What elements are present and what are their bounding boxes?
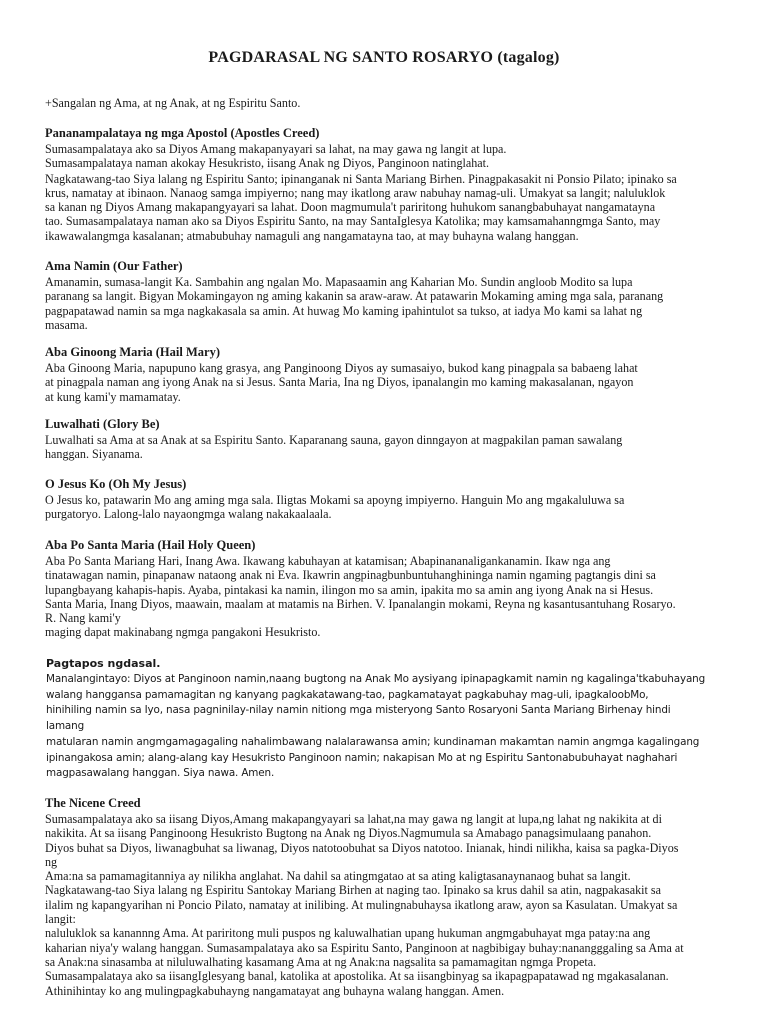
paragraph-line: naluluklok sa kanannng Ama. At pariritong muli puspos ng kaluwalhatian upang hukuman angmgabuhayat mga patay:na ang	[45, 926, 651, 941]
paragraph-line: Nagkatawang-tao Siya lalang ng Espiritu Santokay Mariang Birhen at naging tao. Ipinako sa krus dahil sa atin, nagpakasakit sa	[45, 883, 661, 898]
paragraph-line: Sumasampalataya ako sa iisangIglesyang banal, katolika at apostolika. At sa iisangbinyag sa ikapagpapatawad ng mgakasalanan.	[45, 969, 669, 984]
paragraph-line: ikawawalangmga kasalanan; atmabubuhay namaguli ang nangamatayna tao, at may buhayna walang hanggan.	[45, 228, 579, 243]
paragraph-line: paranang sa langit. Bigyan Mokamingayon ng aming kakanin sa araw-araw. At patawarin Mokaming aming mga sala, paranang	[45, 289, 664, 304]
paragraph-line: krus, namatay at ibinaon. Nanaog samga impiyerno; nang may ikatlong araw nabuhay namag-uli. Umakyat sa langit; naluluklok	[45, 185, 666, 200]
nicene-creed-section	[45, 796, 715, 998]
paragraph-line: Athinihintay ko ang mulingpagkabuhayng nangamatayat ang buhayna walang hanggan. Amen.	[45, 983, 505, 998]
glory-be-section	[45, 417, 715, 462]
paragraph-line: ng	[45, 854, 58, 869]
paragraph-line: Diyos buhat sa Diyos, liwanagbuhat sa liwanag, Diyos natotoobuhat sa Diyos natotoo. Inianak, hindi nilikha, kaisa sa pagka-Diyos	[45, 840, 679, 855]
paragraph-line: Aba Po Santa Mariang Hari, Inang Awa. Ikawang kabuhayan at katamisan; Abapinananaligankanamin. Ikaw nga ang	[45, 554, 611, 568]
paragraph-line: walang hanggansa pamamagitan ng kanyang pagkakatawang-tao, pagkamatayat pagkabuhay mag-uli, ipagkaloobMo,	[46, 688, 649, 701]
paragraph-line: at kung kami'y mamamatay.	[45, 389, 181, 404]
paragraph-line: langit:	[45, 912, 76, 927]
paragraph-line: purgatoryo. Lalong-lalo nayaongmga walang nakakaalaala.	[45, 507, 332, 522]
paragraph-line: O Jesus ko, patawarin Mo ang aming mga sala. Iligtas Mokami sa apoyng impiyerno. Hanguin Mo ang mgakaluluwa sa	[45, 493, 625, 507]
paragraph-line: Sumasampalataya ako sa iisang Diyos,Amang makapangyayari sa lahat,na may gawa ng langit at lupa,ng lahat ng nakikita at di	[45, 812, 662, 826]
paragraph-line: matularan namin angmgamagagaling nahalimbawang nalalarawansa amin; kundinaman makamtan namin angmga kagalingang	[46, 735, 700, 748]
paragraph-line: maging dapat makinabang ngmga pangakoni Hesukristo.	[45, 625, 321, 640]
paragraph-line: sa Anak:na sinasamba at niluluwalhating kasamang Ama at ng Anak:na nagsalita sa pamamagitan ngmga Propeta.	[45, 954, 597, 969]
paragraph-line: pagpapatawad namin sa mga nagkakasala sa amin. At huwag Mo kaming ipahintulot sa tukso, at iadya Mo kami sa lahat ng	[45, 303, 643, 318]
paragraph-line: hinihiling namin sa Iyo, nasa pagninilay-nilay namin nitiong mga misteryong Santo Rosaryoni Santa Mariang Birhenay hindi	[46, 704, 671, 717]
document-title: PAGDARASAL NG SANTO ROSARYO (tagalog)	[208, 49, 560, 66]
paragraph-line: Sumasampalataya ako sa Diyos Amang makapanyayari sa lahat, na may gawa ng langit at lupa.	[45, 142, 507, 156]
paragraph-line: tao. Sumasampalataya naman ako sa Diyos Espiritu Santo, na may SantaIglesya Katolika; may kamsamahanngmga Santo, may	[45, 214, 661, 229]
apostles-creed-heading: Pananampalataya ng mga Apostol (Apostles Creed)	[45, 126, 320, 140]
paragraph-line: Santa Maria, Inang Diyos, maawain, maalam at matamis na Birhen. V. Ipanalangin mokami, Reyna ng kasantusantuhang Rosaryo.	[45, 596, 676, 611]
our-father-heading: Ama Namin (Our Father)	[45, 259, 183, 273]
paragraph-line: at pinagpala naman ang iyong Anak na si Jesus. Santa Maria, Ina ng Diyos, ipanalangin mo kaming makasalanan, ngayon	[45, 375, 634, 390]
paragraph-line: lupangbayang kahapis-hapis. Ayaba, pintakasi ka namin, ilingon mo sa amin, ipakita mo sa amin ang iyong Anak na si Hesus.	[45, 582, 654, 597]
oh-my-jesus-section	[45, 477, 715, 522]
hail-mary-section	[45, 345, 715, 404]
paragraph-line: ipinangakosa amin; alang-alang kay Hesukristo Panginoon namin; nakapisan Mo at ng Espiritu Santonabubuhayat naghahari	[46, 751, 678, 764]
paragraph-line: masama.	[45, 317, 88, 332]
glory-be-heading: Luwalhati (Glory Be)	[45, 417, 160, 431]
closing-prayer-heading: Pagtapos ngdasal.	[46, 657, 161, 670]
paragraph-line: lamang	[46, 720, 85, 733]
closing-prayer-section	[46, 656, 716, 782]
paragraph-line: Sumasampalataya naman akokay Hesukristo, iisang Anak ng Diyos, Panginoon natinglahat.	[45, 156, 490, 171]
oh-my-jesus-heading: O Jesus Ko (Oh My Jesus)	[45, 477, 187, 491]
apostles-creed-section	[45, 126, 715, 243]
paragraph-line: Manalangintayo: Diyos at Panginoon namin,naang bugtong na Anak Mo aysiyang ipinapagkamit namin ng kagalinga'tkabuhayang	[46, 673, 706, 685]
hail-mary-heading: Aba Ginoong Maria (Hail Mary)	[45, 345, 220, 359]
paragraph-line: Aba Ginoong Maria, napupuno kang grasya, ang Panginoong Diyos ay sumasaiyo, bukod kang pinagpala sa babaeng lahat	[45, 361, 638, 375]
paragraph-line: sa kanan ng Diyos Amang makapangyayari sa lahat. Doon magmumula't pariritong huhukom sanangbabuhayat nangamatayna	[45, 200, 656, 215]
our-father-section	[45, 259, 715, 332]
sign-of-cross	[45, 96, 715, 110]
paragraph-line: hanggan. Siyanama.	[45, 447, 143, 462]
paragraph-line: Amanamin, sumasa-langit Ka. Sambahin ang ngalan Mo. Mapasaamin ang Kaharian Mo. Sundin angloob Modito sa lupa	[45, 275, 633, 289]
hail-holy-queen-heading: Aba Po Santa Maria (Hail Holy Queen)	[45, 538, 256, 552]
paragraph-line: magpasawalang hanggan. Siya nawa. Amen.	[46, 767, 275, 780]
paragraph-line: kaharian niya'y walang hanggan. Sumasampalataya ako sa Espiritu Santo, Panginoon at nagbibigay buhay:nanangggaling sa Ama at	[45, 940, 684, 955]
sign-of-cross-text: +Sangalan ng Ama, at ng Anak, at ng Espiritu Santo.	[45, 96, 301, 110]
paragraph-line: Nagkatawang-tao Siya lalang ng Espiritu Santo; ipinanganak ni Santa Mariang Birhen. Pinagpakasakit ni Ponsio Pilato; ipinako sa	[45, 171, 677, 186]
paragraph-line: tinatawagan namin, pinapanaw nataong anak ni Eva. Ikawrin angpinagbunbuntuhanghininga namin ngaming pagtangis dini sa	[45, 568, 656, 583]
paragraph-line: ilalim ng kapangyarihan ni Poncio Pilato, namatay at inilibing. At mulingnabuhaysa ikatlong araw, ayon sa Kasulatan. Umakyat sa	[45, 897, 678, 912]
paragraph-line: R. Nang kami'y	[45, 611, 121, 626]
paragraph-line: Ama:na sa pamamagitanniya ay nilikha anglahat. Na dahil sa atingmgatao at sa ating kaligtasanaynanaog buhat sa langit.	[45, 869, 631, 884]
paragraph-line: nakikita. At sa iisang Panginoong Hesukristo Bugtong na Anak ng Diyos.Nagmumula sa Amabago panagsimulaang panahon.	[45, 826, 652, 841]
hail-holy-queen-section	[45, 538, 715, 640]
paragraph-line: Luwalhati sa Ama at sa Anak at sa Espiritu Santo. Kaparanang sauna, gayon dinngayon at magpakilan paman sawalang	[45, 433, 623, 447]
nicene-creed-heading: The Nicene Creed	[45, 796, 141, 810]
